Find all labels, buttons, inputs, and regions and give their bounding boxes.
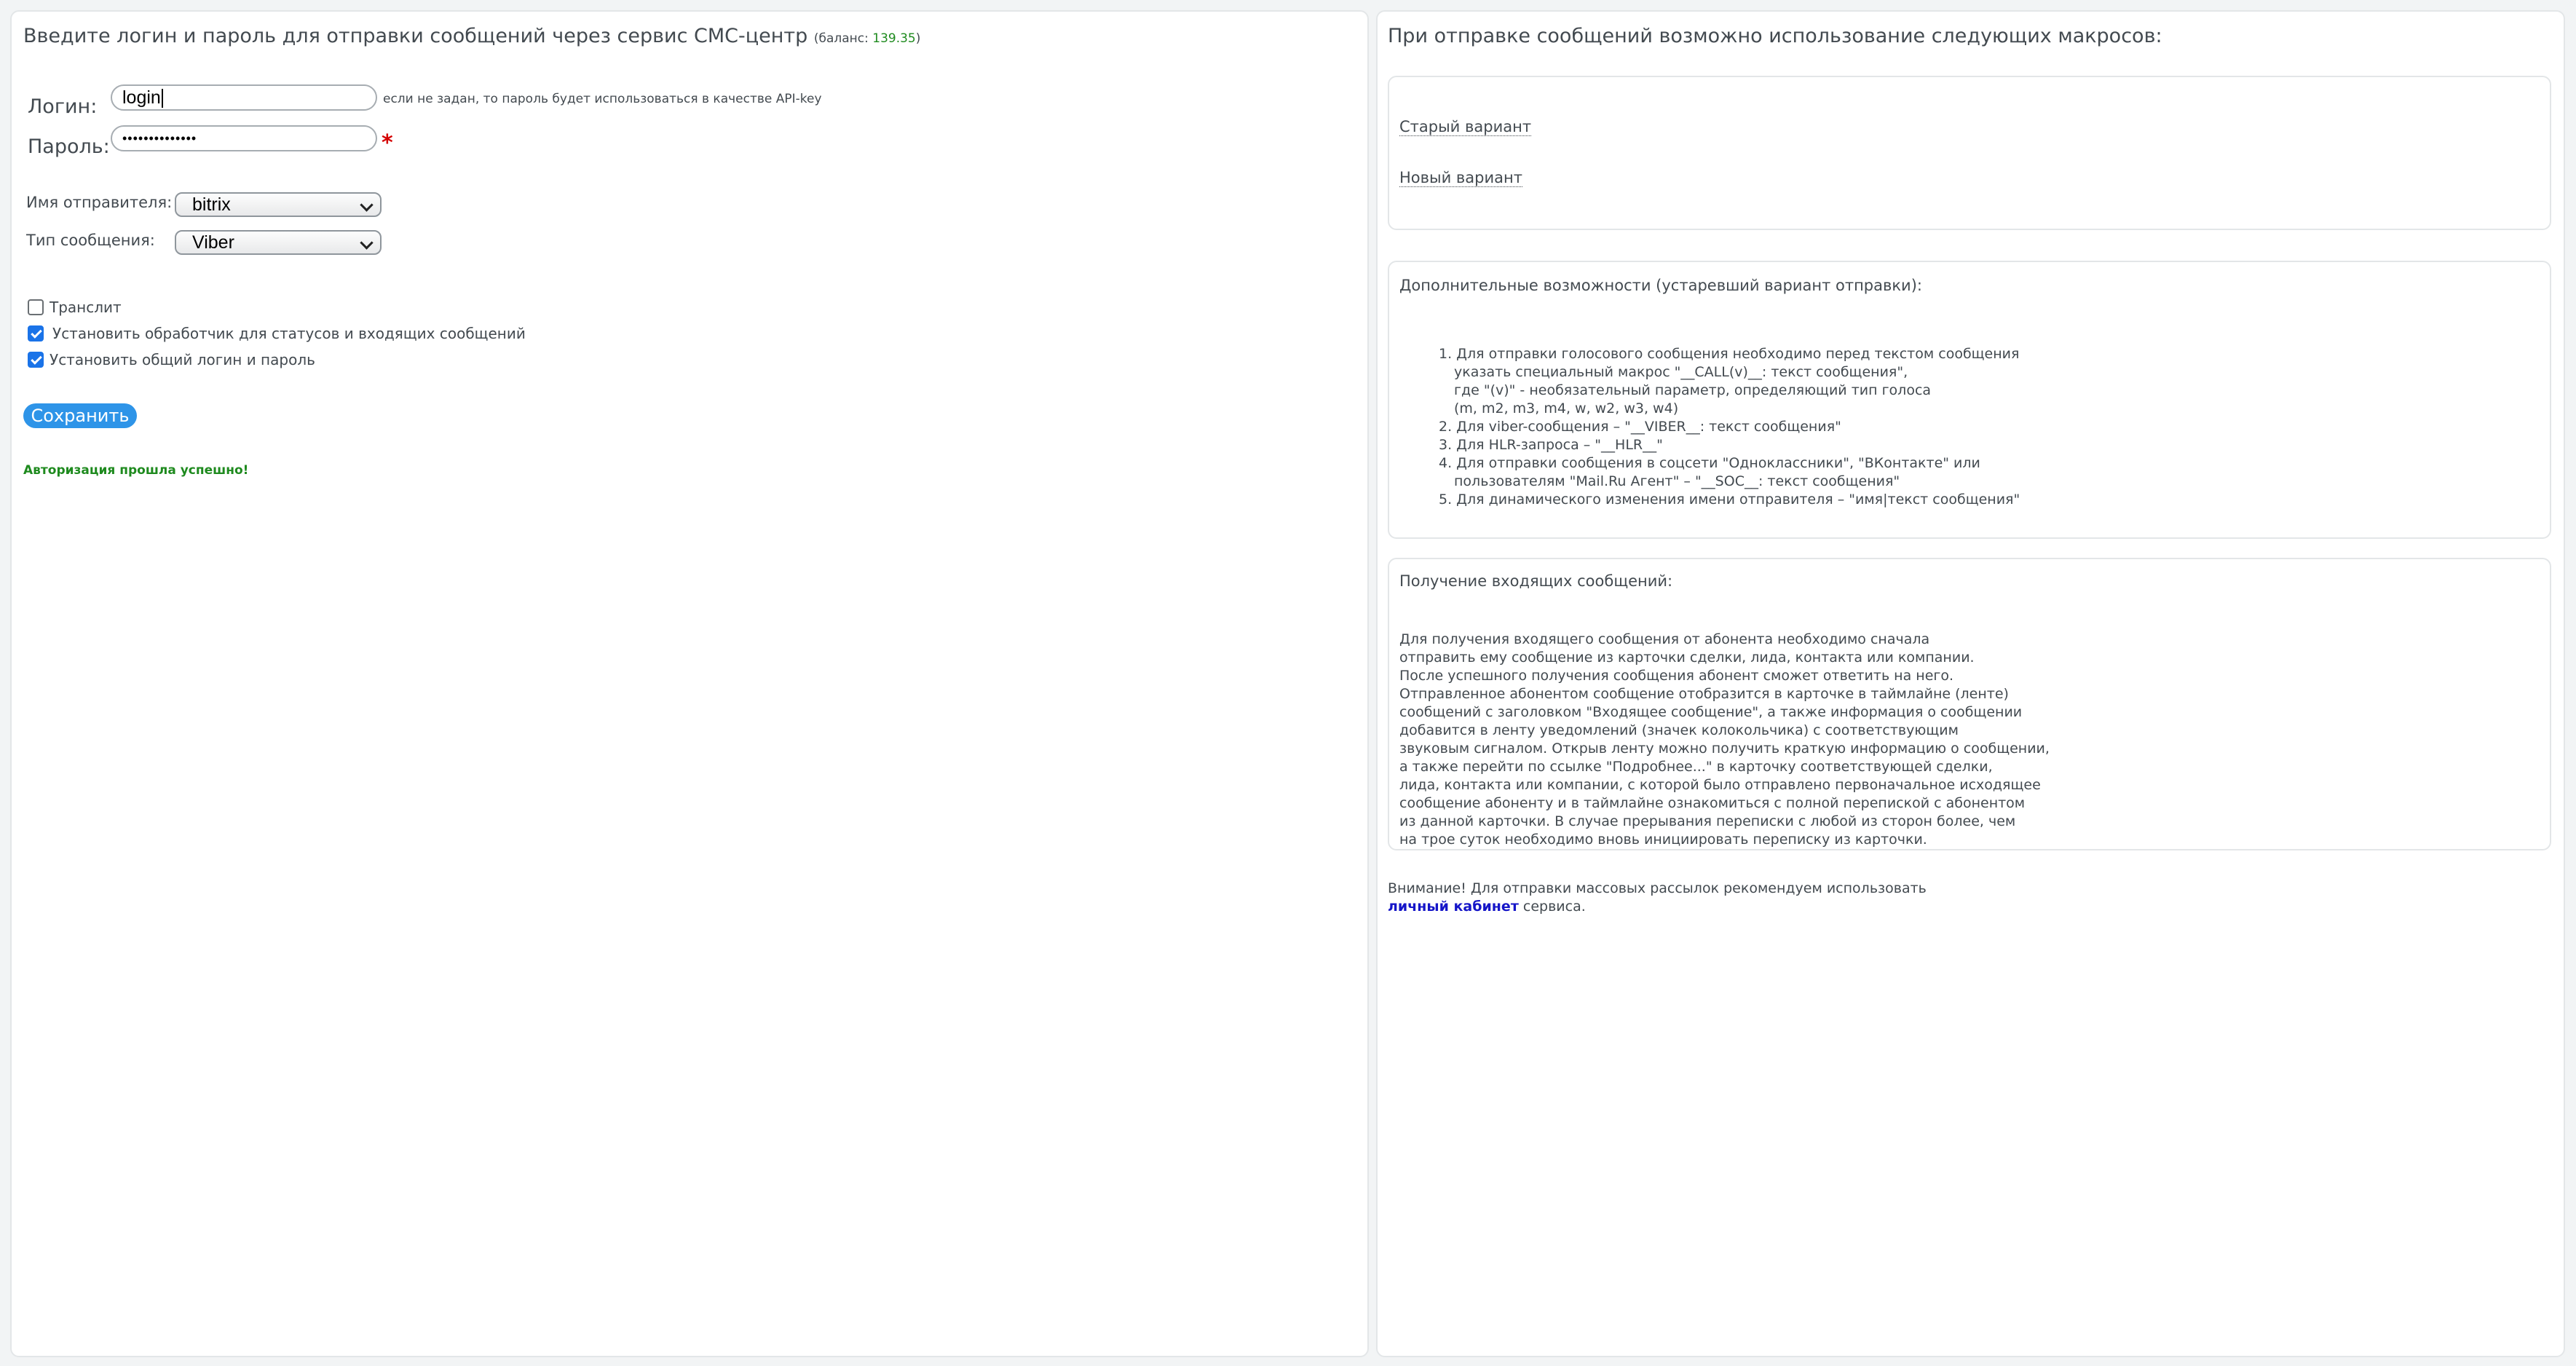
balance-info: (баланс: 139.35) xyxy=(813,31,921,46)
warning-suffix: сервиса. xyxy=(1518,899,1586,915)
required-mark: * xyxy=(382,130,393,156)
handler-checkbox[interactable] xyxy=(28,325,44,342)
text-line: добавится в ленту уведомлений (значек колокольчика) с соответствующим xyxy=(1399,722,1959,738)
handler-label: Установить обработчик для статусов и входящих сообщений xyxy=(52,325,526,342)
login-label: Логин: xyxy=(28,95,98,118)
list-item-cont: указать специальный макрос "__CALL(v)__: текст сообщения", xyxy=(1454,364,1908,380)
text-line: После успешного получения сообщения абонент сможет ответить на него. xyxy=(1399,668,1954,684)
macros-box xyxy=(1388,76,2551,230)
incoming-title: Получение входящих сообщений: xyxy=(1399,572,1673,590)
sender-label: Имя отправителя: xyxy=(26,194,173,211)
title-text: Введите логин и пароль для отправки сообщений через сервис СМС-центр xyxy=(23,25,808,47)
warning-note xyxy=(1388,880,1927,916)
text-line: лида, контакта или компании, с которой было отправлено первоначальное исходящее xyxy=(1399,777,2041,793)
balance-value: 139.35 xyxy=(872,31,916,46)
personal-cabinet-link[interactable]: личный кабинет xyxy=(1388,899,1519,915)
text-line: сообщение абоненту и в таймлайне ознакомиться с полной перепиской с абонентом xyxy=(1399,795,2026,811)
list-item-cont: где "(v)" - необязательный параметр, определяющий тип голоса xyxy=(1454,382,1932,398)
list-item-cont: (m, m2, m3, m4, w, w2, w3, w4) xyxy=(1454,400,1679,416)
extra-features-box xyxy=(1388,261,2551,539)
macros-title: При отправке сообщений возможно использование следующих макросов: xyxy=(1388,25,2162,47)
chevron-down-icon xyxy=(360,198,373,211)
message-type-select[interactable]: Viber xyxy=(175,230,382,255)
text-line: сообщений с заголовком "Входящее сообщение", а также информация о сообщении xyxy=(1399,704,2023,720)
password-label: Пароль: xyxy=(28,135,110,158)
chevron-down-icon xyxy=(360,236,373,249)
old-variant-link[interactable]: Старый вариант xyxy=(1399,118,1532,135)
incoming-text xyxy=(1399,631,2050,849)
common-login-checkbox[interactable] xyxy=(28,352,44,368)
text-caret xyxy=(162,89,163,108)
text-line: Отправленное абонентом сообщение отобразится в карточке в таймлайне (ленте) xyxy=(1399,686,2009,702)
incoming-box xyxy=(1388,558,2551,850)
sender-select[interactable]: bitrix xyxy=(175,192,382,217)
list-item: 4. Для отправки сообщения в соцсети "Одноклассники", "ВКонтакте" или xyxy=(1439,455,1980,471)
info-panel xyxy=(1376,10,2565,1357)
text-line: из данной карточки. В случае прерывания переписки с любой из сторон более, чем xyxy=(1399,813,2016,829)
warning-text: Внимание! Для отправки массовых рассылок рекомендуем использовать xyxy=(1388,880,1927,896)
list-item-cont: пользователям "Mail.Ru Агент" – "__SOC__: текст сообщения" xyxy=(1454,473,1900,489)
new-variant-link[interactable]: Новый вариант xyxy=(1399,169,1522,186)
text-line: Для получения входящего сообщения от абонента необходимо сначала xyxy=(1399,631,1930,647)
translit-label: Транслит xyxy=(50,299,122,316)
settings-panel xyxy=(10,10,1369,1357)
translit-checkbox[interactable] xyxy=(28,299,44,315)
common-login-label: Установить общий логин и пароль xyxy=(50,351,315,368)
password-input[interactable]: •••••••••••••• xyxy=(111,125,377,151)
text-line: на трое суток необходимо вновь инициировать переписку из карточки. xyxy=(1399,832,1927,848)
status-message: Авторизация прошла успешно! xyxy=(23,463,249,478)
login-input[interactable]: login xyxy=(111,84,377,111)
text-line: звуковым сигналом. Открыв ленту можно получить краткую информацию о сообщении, xyxy=(1399,741,2050,757)
type-label: Тип сообщения: xyxy=(26,232,155,249)
extra-features-title: Дополнительные возможности (устаревший вариант отправки): xyxy=(1399,277,1922,294)
list-item: 5. Для динамического изменения имени отправителя – "имя|текст сообщения" xyxy=(1439,491,2020,508)
page-title xyxy=(23,25,920,47)
login-hint: если не задан, то пароль будет использоваться в качестве API-key xyxy=(383,92,822,106)
list-item: 3. Для HLR-запроса – "__HLR__" xyxy=(1439,437,1663,453)
save-button[interactable]: Сохранить xyxy=(23,403,137,428)
text-line: а также перейти по ссылке "Подробнее..." в карточку соответствующей сделки, xyxy=(1399,759,1993,775)
list-item: 1. Для отправки голосового сообщения необходимо перед текстом сообщения xyxy=(1439,346,2020,362)
text-line: отправить ему сообщение из карточки сделки, лида, контакта или компании. xyxy=(1399,650,1975,666)
list-item: 2. Для viber-сообщения – "__VIBER__: текст сообщения" xyxy=(1439,419,1841,435)
extra-features-list xyxy=(1439,345,2020,509)
